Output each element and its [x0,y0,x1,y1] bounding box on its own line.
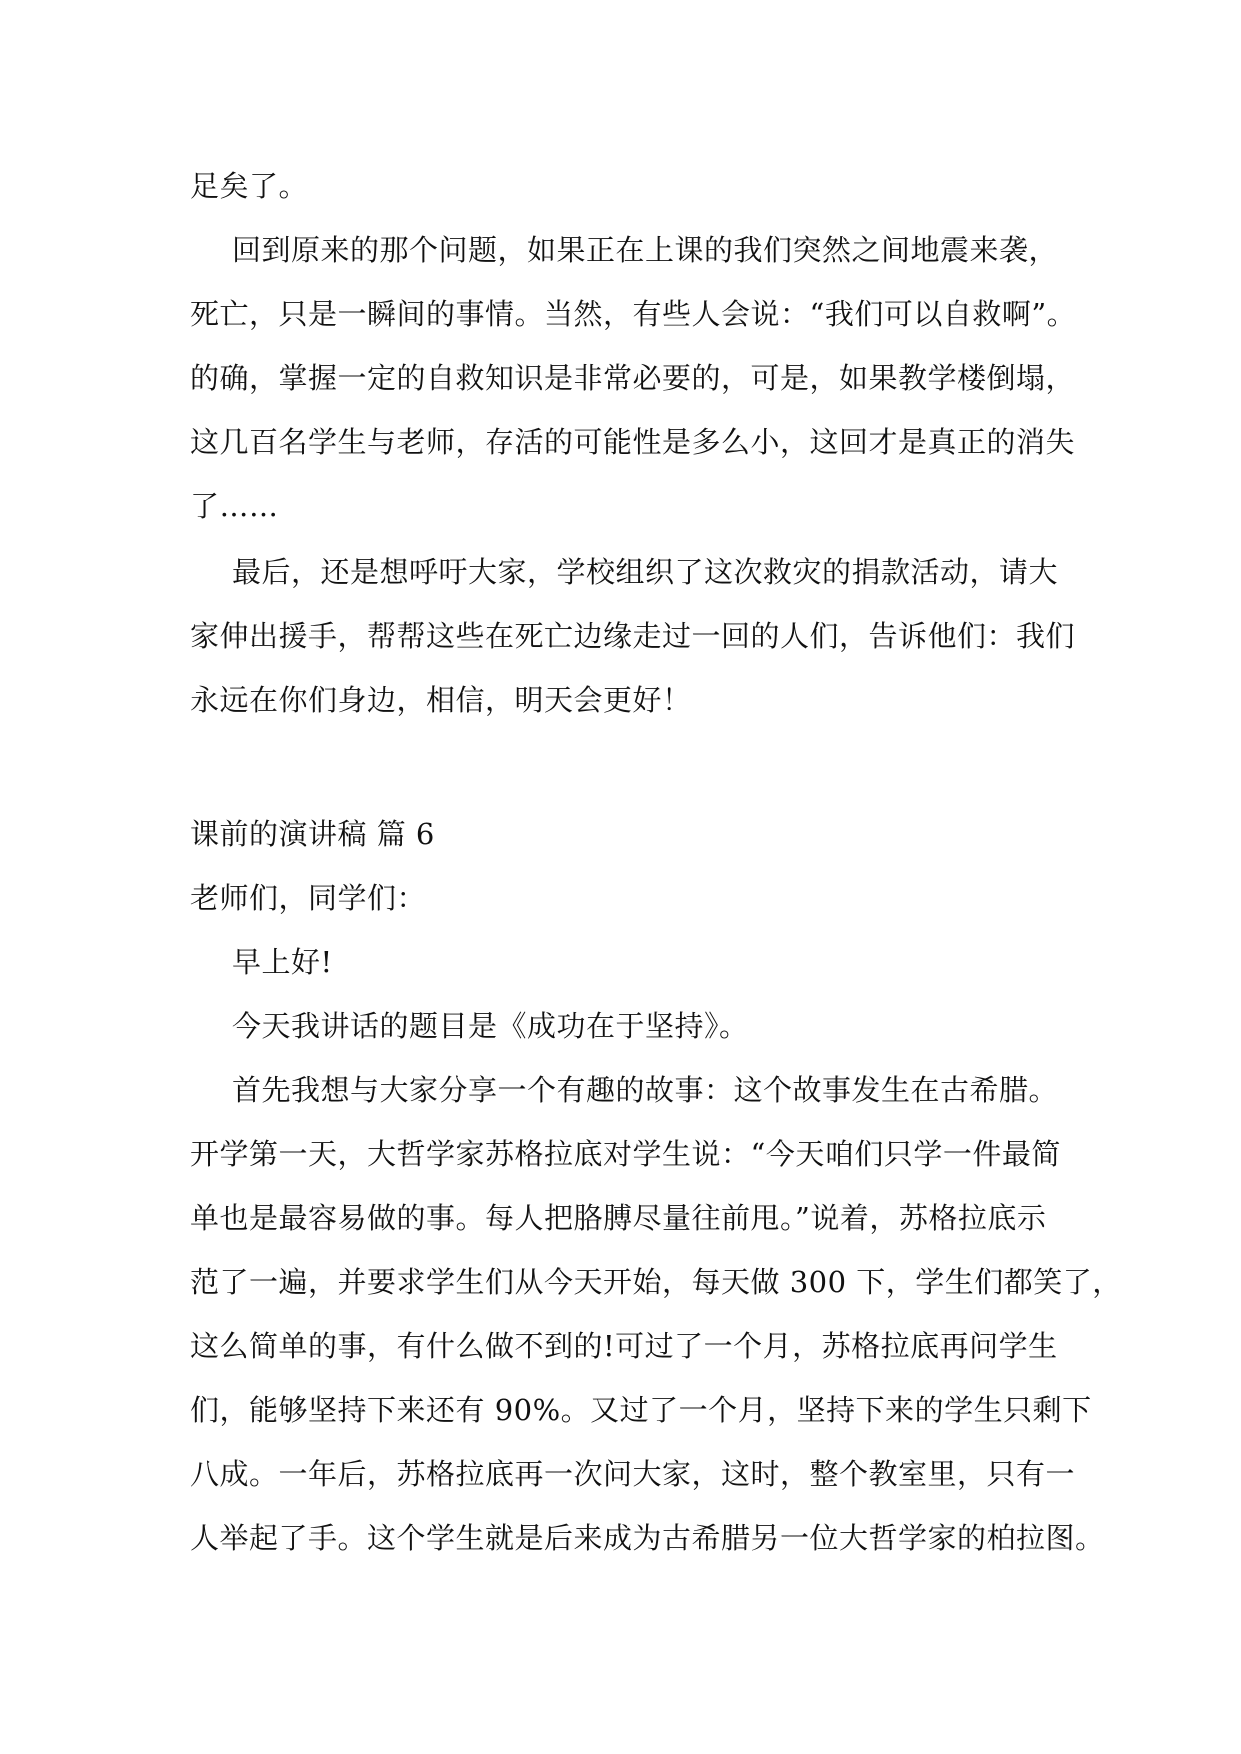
text-line: 人举起了手。这个学生就是后来成为古希腊另一位大哲学家的柏拉图。 [190,1521,1105,1555]
paragraph-start-line: 最后，还是想呼吁大家，学校组织了这次救灾的捐款活动，请大 [232,555,1059,589]
text-line: 这几百名学生与老师，存活的可能性是多么小，这回才是真正的消失 [190,425,1076,459]
text-line: 家伸出援手，帮帮这些在死亡边缘走过一回的人们，告诉他们：我们 [190,619,1076,653]
paragraph-start-line: 首先我想与大家分享一个有趣的故事：这个故事发生在古希腊。 [232,1073,1059,1107]
paragraph-start-line: 今天我讲话的题目是《成功在于坚持》。 [232,1009,749,1043]
text-line: 范了一遍，并要求学生们从今天开始，每天做 300 下，学生们都笑了， [190,1265,1122,1299]
text-line: 们，能够坚持下来还有 90%。又过了一个月，坚持下来的学生只剩下 [190,1393,1092,1427]
text-line: 的确，掌握一定的自救知识是非常必要的，可是，如果教学楼倒塌， [190,361,1076,395]
text-line: 单也是最容易做的事。每人把胳膊尽量往前甩。”说着，苏格拉底示 [190,1201,1047,1235]
text-line: 永远在你们身边，相信，明天会更好！ [190,683,692,717]
text-line: 这么简单的事，有什么做不到的!可过了一个月，苏格拉底再问学生 [190,1329,1058,1363]
text-line: 死亡，只是一瞬间的事情。当然，有些人会说：“我们可以自救啊”。 [190,297,1077,331]
salutation: 老师们，同学们： [190,881,427,915]
section-heading: 课前的演讲稿 篇 6 [190,817,435,851]
paragraph-start-line: 回到原来的那个问题，如果正在上课的我们突然之间地震来袭， [232,233,1059,267]
text-line: 开学第一天，大哲学家苏格拉底对学生说：“今天咱们只学一件最简 [190,1137,1061,1171]
text-line: 了…… [190,489,279,523]
greeting: 早上好! [232,945,333,979]
text-line: 足矣了。 [190,169,309,203]
text-line: 八成。一年后，苏格拉底再一次问大家，这时，整个教室里，只有一 [190,1457,1076,1491]
